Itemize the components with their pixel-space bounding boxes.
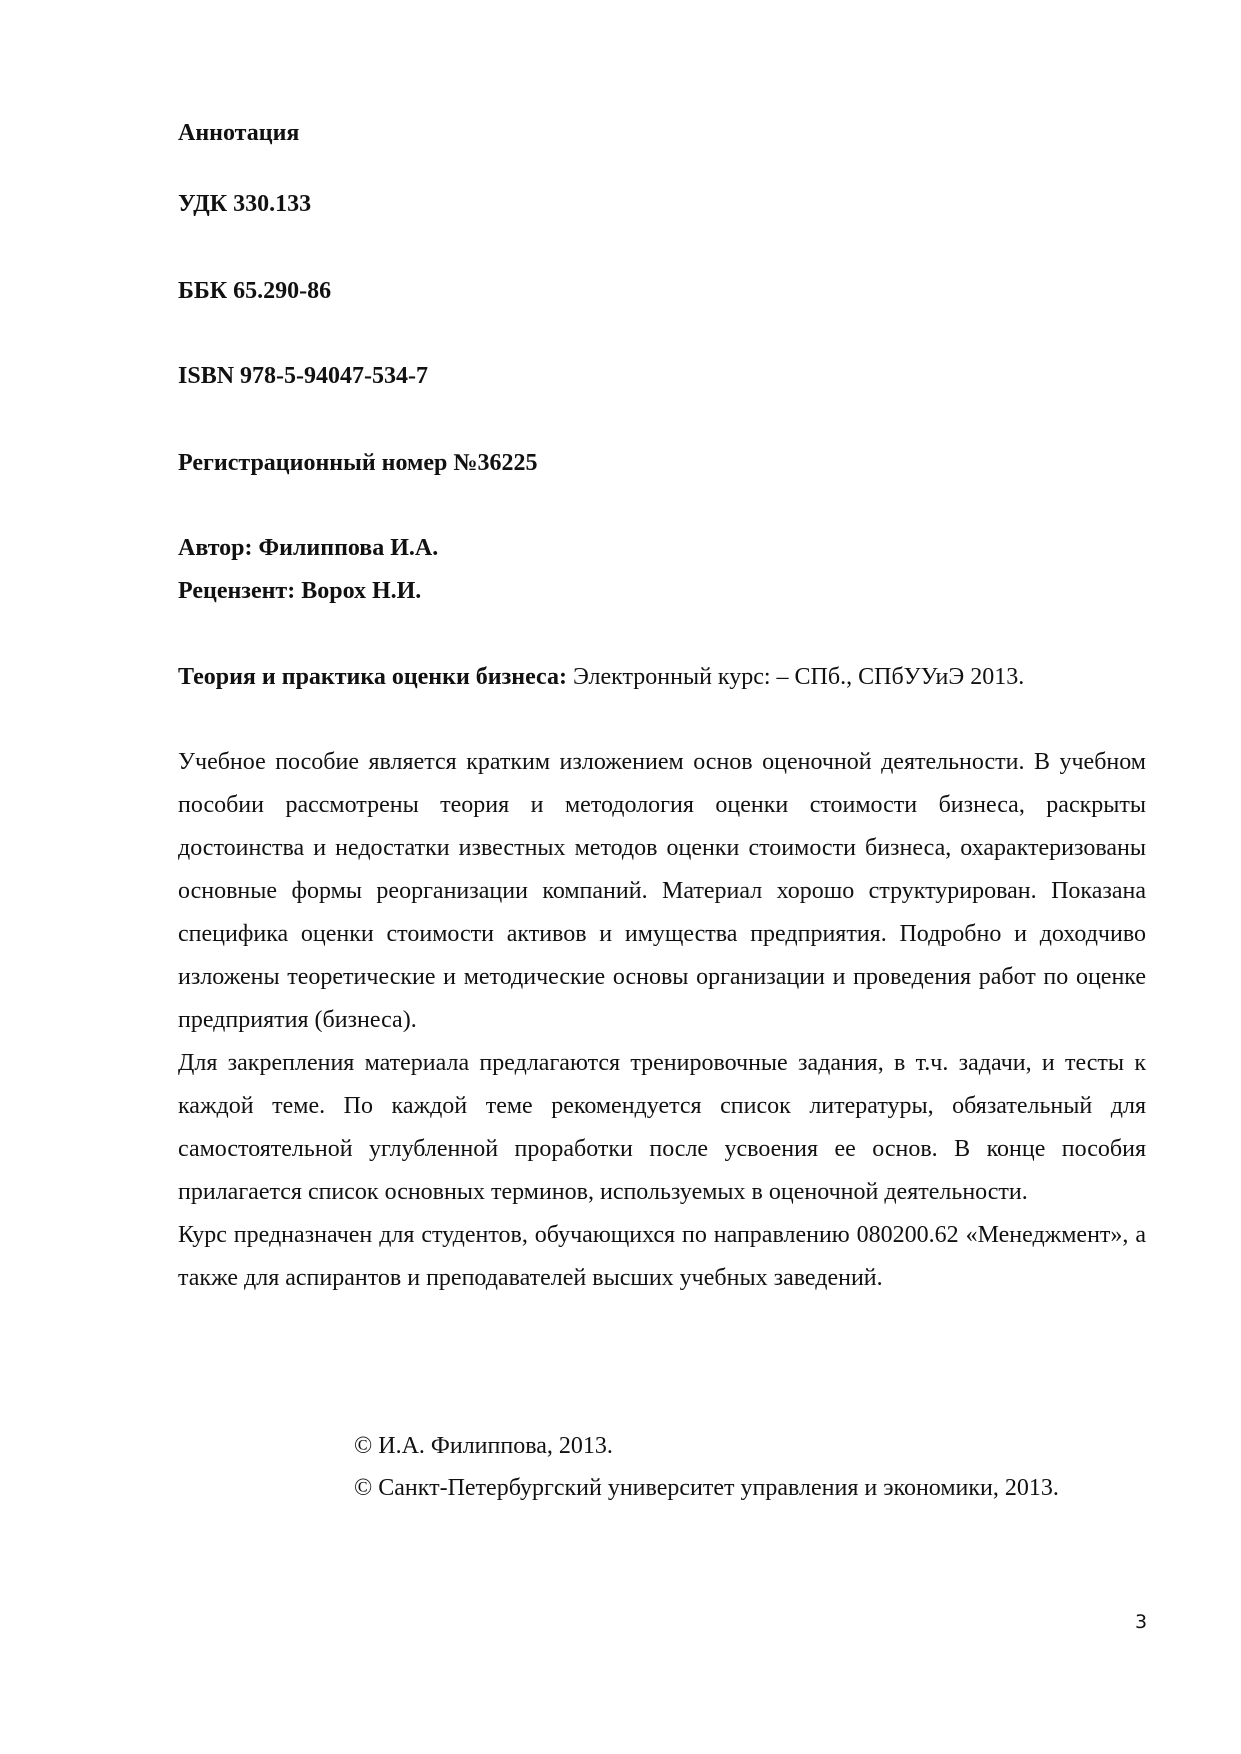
annotation-heading: Аннотация — [178, 120, 300, 146]
citation-title: Теория и практика оценки бизнеса: — [178, 664, 567, 690]
reviewer-line: Рецензент: Ворох Н.И. — [178, 578, 422, 604]
copyright-author: © И.А. Филиппова, 2013. — [354, 1433, 613, 1459]
registration-number: Регистрационный номер №36225 — [178, 450, 538, 476]
copyright-university: © Санкт-Петербургский университет управления и экономики, 2013. — [354, 1475, 1059, 1501]
bbk-code: ББК 65.290-86 — [178, 278, 332, 304]
isbn-code: ISBN 978-5-94047-534-7 — [178, 363, 428, 389]
description-body — [178, 741, 1146, 1300]
udk-code: УДК 330.133 — [178, 191, 312, 217]
description-paragraph: Курс предназначен для студентов, обучающихся по направлению 080200.62 «Менеджмент», а также для аспирантов и преподавателей высших учебных заведений. — [178, 1222, 1146, 1291]
description-paragraph: Учебное пособие является кратким изложением основ оценочной деятельности. В учебном пособии рассмотрены теория и методология оценки стоимости бизнеса, раскрыты достоинства и недостатки известных методов оценки стоимости бизнеса, охарактеризованы основные формы реорганизации компаний. Материал хорошо структурирован. Показана специфика оценки стоимости активов и имущества предприятия. Подробно и доходчиво изложены теоретические и методические основы организации и проведения работ по оценке предприятия (бизнеса). — [178, 749, 1146, 1033]
author-line: Автор: Филиппова И.А. — [178, 535, 439, 561]
citation-details: Электронный курс: – СПб., СПбУУиЭ 2013. — [566, 664, 1025, 690]
page-number: 3 — [1135, 1611, 1148, 1633]
citation-line — [178, 663, 1024, 691]
description-paragraph: Для закрепления материала предлагаются тренировочные задания, в т.ч. задачи, и тесты к каждой теме. По каждой теме рекомендуется список литературы, обязательный для самостоятельной углубленной проработки после усвоения ее основ. В конце пособия прилагается список основных терминов, используемых в оценочной деятельности. — [178, 1050, 1146, 1205]
